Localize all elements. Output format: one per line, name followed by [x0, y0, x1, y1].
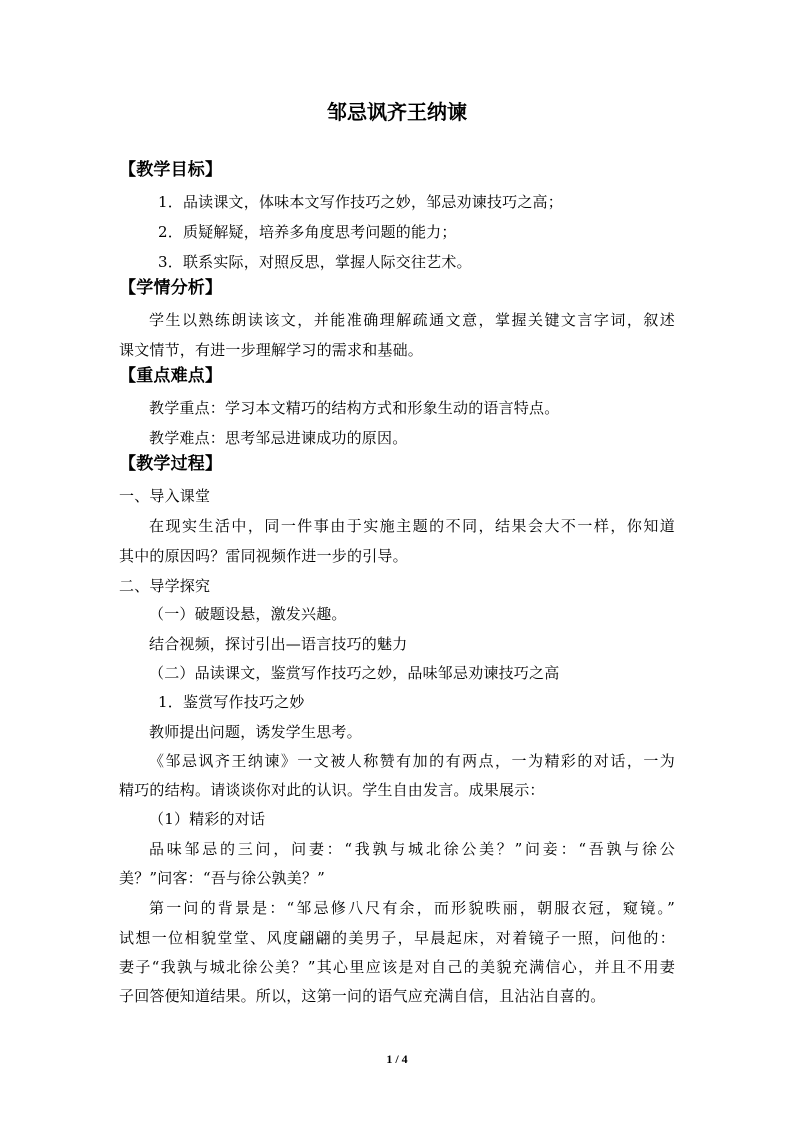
paragraph: （一）破题设悬，激发兴趣。	[149, 605, 347, 623]
paragraph: 在现实生活中，同一件事由于实施主题的不同，结果会大不一样，你知道	[149, 517, 675, 535]
section-heading-analysis: 【学情分析】	[119, 278, 223, 298]
paragraph: 妻子“我孰与城北徐公美？”其心里应该是对自己的美貌充满信心，并且不用妻	[119, 958, 675, 976]
paragraph: 子回答便知道结果。所以，这第一问的语气应充满自信，且沾沾自喜的。	[119, 987, 606, 1005]
page-title: 邹忌讽齐王纳谏	[327, 100, 467, 124]
section-heading-goals: 【教学目标】	[119, 160, 223, 180]
paragraph: 《邹忌讽齐王纳谏》一文被人称赞有加的有两点，一为精彩的对话，一为	[149, 752, 675, 770]
paragraph: 1．品读课文，体味本文写作技巧之妙，邹忌劝谏技巧之高；	[158, 193, 563, 211]
paragraph: 结合视频，探讨引出—语言技巧的魅力	[149, 635, 408, 653]
paragraph: 二、导学探究	[119, 577, 211, 595]
paragraph: 美？”问客：“吾与徐公孰美？”	[119, 869, 326, 887]
paragraph: 课文情节，有进一步理解学习的需求和基础。	[119, 341, 424, 359]
paragraph: 学生以熟练朗读该文，并能准确理解疏通文意，掌握关键文言字词，叙述	[149, 311, 675, 329]
paragraph: 2．质疑解疑，培养多角度思考问题的能力；	[158, 223, 457, 241]
paragraph: （二）品读课文，鉴赏写作技巧之妙，品味邹忌劝谏技巧之高	[149, 664, 560, 682]
paragraph: 教学重点：学习本文精巧的结构方式和形象生动的语言特点。	[149, 399, 560, 417]
paragraph: 品味邹忌的三问，问妻：“我孰与城北徐公美？”问妾：“吾孰与徐公	[149, 840, 675, 858]
section-heading-key-points: 【重点难点】	[119, 366, 223, 386]
paragraph: 3．联系实际，对照反思，掌握人际交往艺术。	[158, 253, 472, 271]
paragraph: 1．鉴赏写作技巧之妙	[158, 693, 305, 711]
paragraph: 教师提出问题，诱发学生思考。	[149, 723, 362, 741]
paragraph: （1）精彩的对话	[149, 810, 266, 828]
paragraph: 第一问的背景是：“邹忌修八尺有余，而形貌昳丽，朝服衣冠，窥镜。”	[149, 899, 675, 917]
paragraph: 精巧的结构。请谈谈你对此的认识。学生自由发言。成果展示：	[119, 781, 545, 799]
section-heading-process: 【教学过程】	[119, 454, 223, 474]
paragraph: 试想一位相貌堂堂、风度翩翩的美男子，早晨起床，对着镜子一照，问他的：	[119, 929, 675, 947]
paragraph: 教学难点：思考邹忌进谏成功的原因。	[149, 429, 408, 447]
paragraph: 其中的原因吗？雷同视频作进一步的引导。	[119, 547, 408, 565]
paragraph: 一、导入课堂	[119, 487, 211, 505]
page-number: 1 / 4	[386, 1052, 408, 1066]
